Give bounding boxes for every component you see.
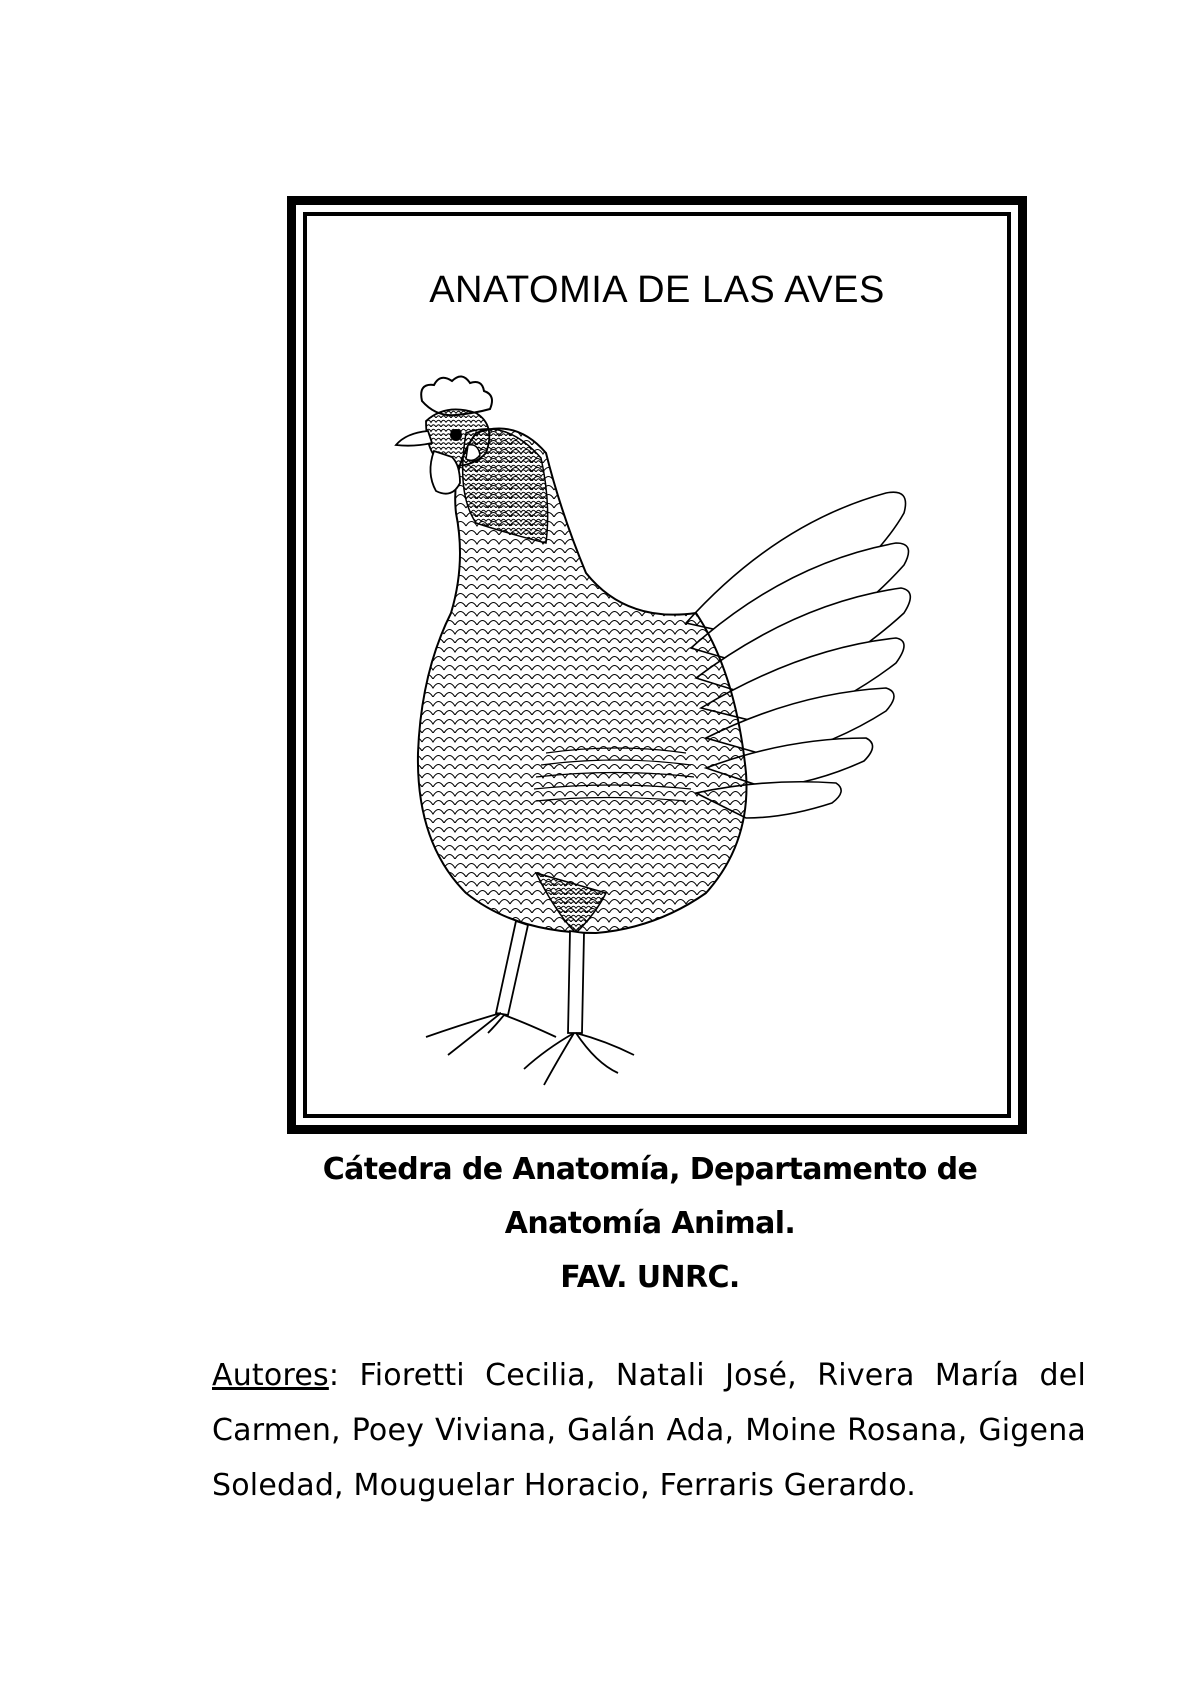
feet [426,1013,634,1085]
authors-separator: : [328,1358,340,1393]
hen-illustration [356,373,976,1093]
department-line-2: Anatomía Animal. [504,1206,796,1241]
authors-label: Autores [212,1358,329,1393]
department-line-1: Cátedra de Anatomía, Departamento de [322,1152,978,1187]
department-heading [240,1143,1060,1305]
cover-frame [287,196,1027,1134]
authors-names: Fioretti Cecilia, Natali José, Rivera María del Carmen, Poey Viviana, Galán Ada, Moine Rosana, Gigena Soledad, Mouguelar Horacio, Ferraris Gerardo. [212,1358,1086,1503]
beak [396,431,432,446]
cover-title: ANATOMIA DE LAS AVES [429,269,885,311]
department-line-3: FAV. UNRC. [560,1260,740,1295]
hen-eye [450,429,462,441]
authors-paragraph [212,1348,1086,1513]
